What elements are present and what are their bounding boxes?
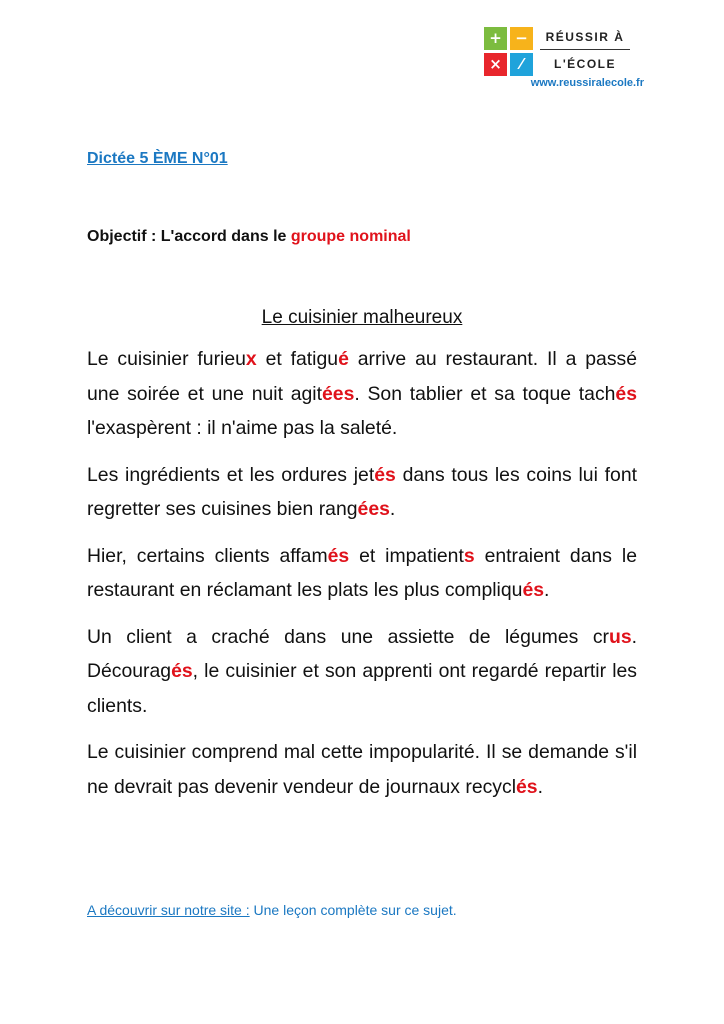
paragraph-text: Le cuisinier furieu bbox=[87, 348, 246, 370]
paragraph-text: l'exaspèrent : il n'aime pas la saleté. bbox=[87, 417, 398, 439]
paragraph-text: Le cuisinier comprend mal cette impopularité. Il se demande s'il ne devrait pas devenir vendeur de journaux recycl bbox=[87, 741, 637, 798]
dictation-paragraph bbox=[87, 342, 637, 446]
agreement-ending: us bbox=[608, 625, 632, 648]
agreement-ending: és bbox=[522, 579, 545, 601]
paragraph-text: . bbox=[544, 579, 550, 601]
document-title[interactable]: Dictée 5 ÈME N°01 bbox=[87, 150, 228, 167]
dictation-paragraph bbox=[87, 620, 637, 724]
agreement-ending: x bbox=[245, 348, 257, 370]
paragraph-text: entraient dans le restaurant en réclamant les plats les plus compliqu bbox=[87, 544, 637, 601]
agreement-ending: és bbox=[374, 463, 396, 486]
footer-link[interactable]: A découvrir sur notre site : bbox=[87, 902, 250, 918]
objective-line bbox=[87, 228, 411, 246]
logo-text-line2: L'ÉCOLE bbox=[553, 57, 617, 71]
paragraph-text: Les ingrédients et les ordures jet bbox=[87, 463, 375, 486]
dictation-paragraph bbox=[87, 735, 637, 804]
agreement-ending: és bbox=[171, 660, 193, 682]
objective-highlight: groupe nominal bbox=[290, 228, 411, 245]
footer-line bbox=[87, 902, 457, 918]
agreement-ending: ées bbox=[357, 498, 390, 520]
paragraph-text: et fatigu bbox=[256, 348, 339, 370]
logo-divider bbox=[540, 49, 630, 50]
agreement-ending: s bbox=[463, 544, 475, 567]
logo-math-squares bbox=[484, 27, 534, 77]
footer-text: Une leçon complète sur ce sujet. bbox=[249, 902, 457, 918]
paragraph-text: . Décourag bbox=[87, 625, 637, 682]
paragraph-text: . Son tablier et sa toque tach bbox=[354, 382, 616, 405]
paragraph-text: . bbox=[537, 775, 543, 798]
dictation-body bbox=[87, 342, 637, 816]
logo-text-line1: RÉUSSIR À bbox=[545, 30, 625, 44]
dictation-paragraph bbox=[87, 539, 637, 608]
paragraph-text: dans tous les coins lui font regretter ses cuisines bien rang bbox=[87, 463, 638, 520]
dictation-title: Le cuisinier malheureux bbox=[261, 307, 463, 328]
agreement-ending: és bbox=[516, 775, 538, 798]
paragraph-text: Un client a craché dans une assiette de légumes cr bbox=[87, 625, 609, 648]
paragraph-text: . bbox=[389, 498, 396, 520]
plus-icon: + bbox=[484, 27, 507, 50]
objective-label: Objectif : L'accord dans le bbox=[87, 228, 291, 245]
agreement-ending: é bbox=[338, 348, 349, 370]
paragraph-text: , le cuisinier et son apprenti ont regardé repartir les clients. bbox=[87, 660, 637, 717]
minus-icon: − bbox=[510, 27, 533, 50]
agreement-ending: és bbox=[327, 544, 350, 567]
paragraph-text: arrive au restaurant. Il a passé une soirée et une nuit agit bbox=[87, 348, 637, 405]
multiply-icon: × bbox=[484, 53, 507, 76]
divide-icon: ⁄ bbox=[510, 53, 533, 76]
agreement-ending: ées bbox=[322, 382, 355, 405]
dictation-paragraph bbox=[87, 458, 637, 527]
site-logo[interactable] bbox=[484, 27, 644, 91]
logo-url[interactable]: www.reussiralecole.fr bbox=[530, 77, 644, 89]
agreement-ending: és bbox=[615, 382, 637, 405]
paragraph-text: et impatient bbox=[349, 544, 464, 567]
paragraph-text: Hier, certains clients affam bbox=[87, 544, 328, 567]
